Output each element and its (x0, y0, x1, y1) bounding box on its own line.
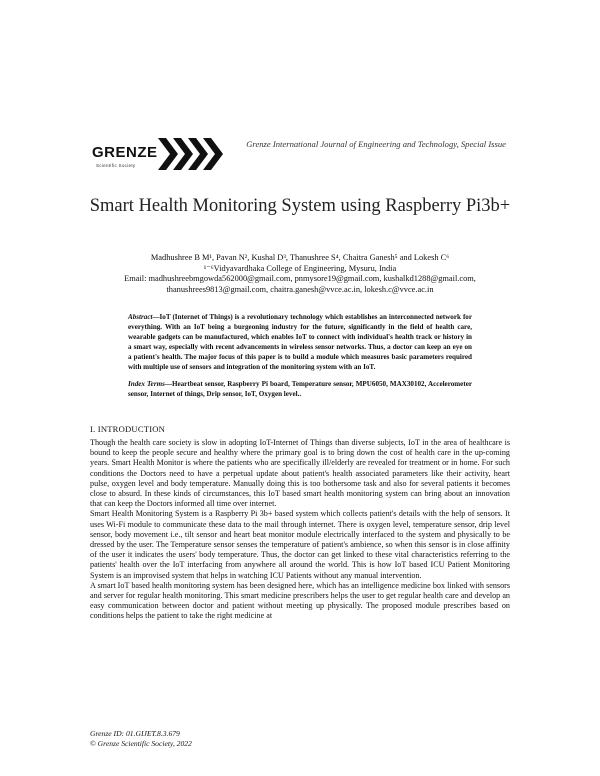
section-name: NTRODUCTION (100, 424, 166, 434)
logo-word: GRENZE (92, 144, 158, 161)
paragraph: Though the health care society is slow in adopting IoT-Internet of Things than diverse subjects, IoT in the area of healthcare is bound to keep the people secure and healthy where the primary goal is to bring down the cost of health care in the up-coming years. Smart Health Monitor is where the patients who are specifically ill/elderly are revealed for treatment or in home. For such conditions the Doctors need to have a perpetual update about patient's health associated parameters like their activity, heart pulse, oxygen level and body temperature. Manually doing this is too bothersome task and also for several patients it becomes close to absurd. In these kinds of circumstances, this IoT based smart health monitoring system can bring about an innovation that can keep the Doctors informed all time over internet. (90, 438, 510, 509)
author-emails-1: Email: madhushreebmgowda562000@gmail.com, pnmysore19@gmail.com, kushalkd1288@gmail.com, (124, 274, 476, 283)
page-footer (90, 729, 192, 748)
index-terms-text: —Heartbeat sensor, Raspberry Pi board, Temperature sensor, MPU6050, MAX30102, Accelerometer sensor, Internet of things, Drip sensor, IoT, Oxygen level.. (128, 380, 472, 399)
grenze-id: Grenze ID: 01.GIJET.8.3.679 (90, 729, 180, 738)
abstract (128, 312, 472, 373)
author-block (60, 253, 540, 295)
author-emails-2: thanushrees9813@gmail.com, chaitra.ganesh@vvce.ac.in, lokesh.c@vvce.ac.in (166, 284, 434, 294)
paragraph: Smart Health Monitoring System is a Raspberry Pi 3b+ based system which collects patient's details with the help of sensors. It uses Wi-Fi module to communicate these data to the mail through internet. There is oxygen level, temperature sensor, drip level sensor, body movement i.e., tilt sensor and heart beat monitor module electrically interfaced to the system and physically to be dressed by the user. The Temperature sensor senses the temperature of patient's ambience, so when this sensor is in close affinity of the user it indicates the users' body temperature. Thus, the doctor can get linked to these vital characteristics referring to the patients' health over the IoT interfacing from anywhere all around the world. This is how IoT based ICU Patient Monitoring System is an improvised system that helps in watching ICU Patients without any manual intervention. (90, 509, 510, 580)
body-text (90, 438, 510, 622)
chevrons-icon (158, 135, 228, 173)
section-number: I. I (90, 424, 101, 434)
author-names: Madhushree B M¹, Pavan N², Kushal D³, Thanushree S⁴, Chaitra Ganesh⁵ and Lokesh C⁶ (150, 253, 450, 262)
publisher-logo (92, 132, 232, 176)
journal-name: Grenze International Journal of Engineering and Technology, Special Issue (246, 139, 506, 149)
abstract-text: —IoT (Internet of Things) is a revolutionary technology which establishes an interconnected network for everything. With an IoT being a burgeoning industry for the future, significantly in the field of health care, wearable gadgets can be manufactured, which enables IoT to connect with individual's health track or history in a smart way, especially with recent advancements in wireless sensor networks. Thus, a doctor can keep an eye on a patient's health. The major focus of this paper is to build a module which measures basic parameters required with multiple use of sensors and integration of the monitoring system with an IoT. (128, 313, 472, 372)
index-terms-label: Index Terms (128, 380, 165, 388)
index-terms (128, 379, 472, 399)
paper-title: Smart Health Monitoring System using Raspberry Pi3b+ (89, 196, 511, 216)
logo-subtitle: Scientific Society (96, 163, 136, 168)
copyright: © Grenze Scientific Society, 2022 (90, 738, 192, 748)
abstract-label: Abstract (128, 313, 153, 321)
paragraph: A smart IoT based health monitoring system has been designed here, which has an intelligence medicine box linked with sensors and server for regular health monitoring. This smart medicine prescribers helps the user to get regular health care and develop an easy communication between doctor and patient without meeting up physically. The proposed module prescribes based on conditions helps the patient to take the right medicine at (90, 580, 510, 621)
author-affiliation: ¹⁻⁶Vidyavardhaka College of Engineering, Mysuru, India (203, 263, 397, 273)
section-heading (90, 424, 165, 434)
